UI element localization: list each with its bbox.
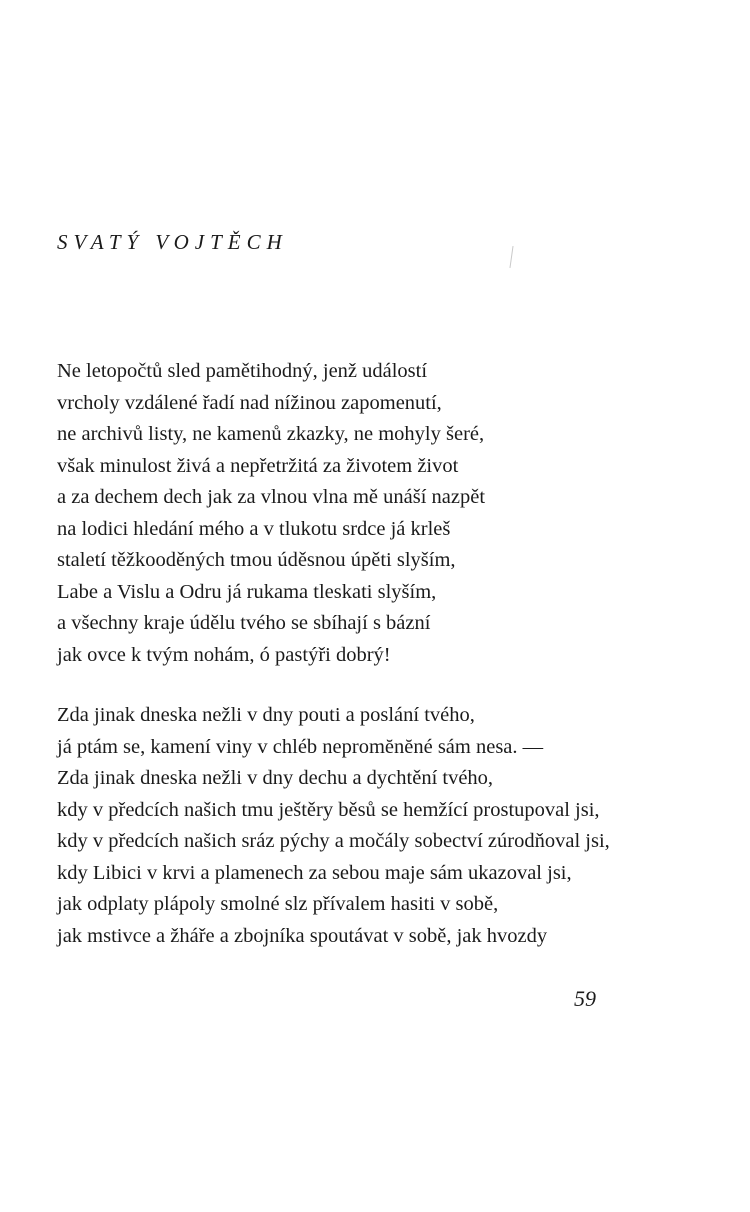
verse-line: a za dechem dech jak za vlnou vlna mě unáší nazpět [57,486,486,508]
stanza-2 [57,700,610,952]
verse-line: já ptám se, kamení viny v chléb nepromĕnĕné sám nesa. — [57,735,544,758]
verse-line: ne archivů listy, ne kamenů zkazky, ne mohyly šeré, [57,423,485,445]
verse-line: Labe a Vislu a Odru já rukama tleskati slyším, [57,580,437,603]
verse-line: kdy v předcích našich sráz pýchy a močály sobectví zúrodňoval jsi, [57,830,610,852]
stanza-1 [57,356,485,671]
scan-mark [509,246,513,268]
verse-line: a všechny kraje údělu tvého se sbíhají s bázní [57,612,431,634]
verse-line: Zda jinak dneska nežli v dny pouti a poslání tvého, [57,704,475,726]
verse-line: staletí těžkooděných tmou úděsnou úpěti slyším, [57,549,456,571]
verse-line: však minulost živá a nepřetržitá za životem život [57,454,459,477]
verse-line: vrcholy vzdálené řadí nad nížinou zapomenutí, [57,391,442,414]
verse-line: kdy Libici v krvi a plamenech za sebou maje sám ukazoval jsi, [57,861,572,884]
page-number: 59 [574,986,596,1011]
verse-line: jak mstivce a žháře a zbojníka spoutávat v sobě, jak hvozdy [57,924,548,947]
verse-line: jak ovce k tvým nohám, ó pastýři dobrý! [57,643,391,666]
verse-line: kdy v předcích našich tmu ještěry běsů se hemžící prostupoval jsi, [57,798,600,821]
poem-title: SVATÝ VOJTĚCH [57,230,288,254]
verse-line: Ne letopočtů sled pamětihodný, jenž událostí [57,360,428,382]
verse-line: jak odplaty plápoly smolné slz přívalem hasiti v sobě, [57,893,499,915]
verse-line: Zda jinak dneska nežli v dny dechu a dychtění tvého, [57,767,494,789]
verse-line: na lodici hledání mého a v tlukotu srdce já krleš [57,517,451,540]
